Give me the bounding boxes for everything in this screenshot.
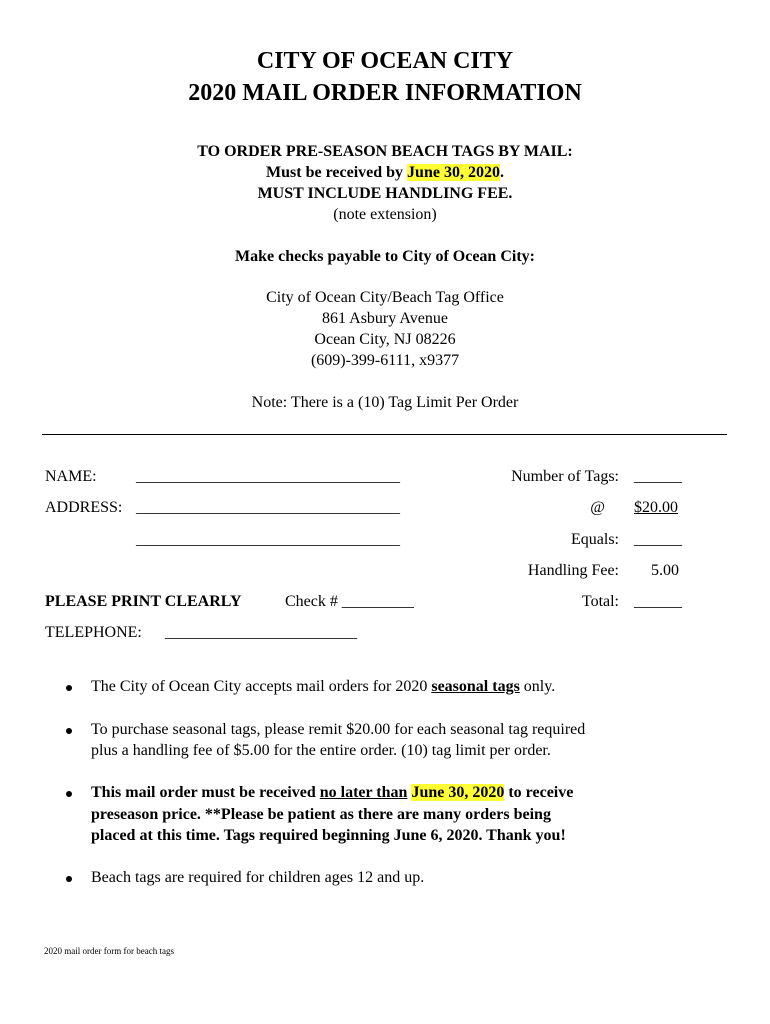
equals-label: Equals: <box>571 531 619 548</box>
payable-heading: Make checks payable to City of Ocean City: <box>235 248 535 265</box>
telephone-label: TELEPHONE: <box>45 624 142 641</box>
received-by-line <box>0 164 770 182</box>
bullet-remit-line-2: plus a handling fee of $5.00 for the entire order. (10) tag limit per order. <box>91 742 551 759</box>
address-field-2[interactable]: _________________________________ <box>136 531 400 548</box>
handling-fee-value: 5.00 <box>651 562 679 579</box>
bullet-3-no-later-than: no later than <box>319 784 408 801</box>
payable-address-line-3: Ocean City, NJ 08226 <box>314 331 456 348</box>
handling-fee-label: Handling Fee: <box>527 562 619 579</box>
received-by-prefix: Must be received by <box>266 164 408 181</box>
bullet-children-age: Beach tags are required for children ages 12 and up. <box>91 869 425 886</box>
tag-price: $20.00 <box>634 499 678 516</box>
bullet-1-suffix: only. <box>519 678 556 695</box>
section-divider <box>42 434 727 435</box>
bullet-1-prefix: The City of Ocean City accepts mail orders for 2020 <box>91 678 432 695</box>
bullet-deadline-line-2: preseason price. **Please be patient as there are many orders being <box>91 806 551 823</box>
number-of-tags-label: Number of Tags: <box>511 468 619 485</box>
equals-field[interactable]: ______ <box>634 531 682 548</box>
bullet-deadline-line-1 <box>91 784 573 802</box>
bullet-3-prefix: This mail order must be received <box>91 784 320 801</box>
bullet-dot-icon <box>66 791 72 797</box>
number-of-tags-field[interactable]: ______ <box>634 468 682 485</box>
title-line-2: 2020 MAIL ORDER INFORMATION <box>188 80 582 106</box>
bullet-3-suffix: to receive <box>504 784 574 801</box>
handling-fee-notice: MUST INCLUDE HANDLING FEE. <box>257 185 513 202</box>
bullet-1-emphasis: seasonal tags <box>431 678 520 695</box>
name-label: NAME: <box>45 468 97 485</box>
name-field[interactable]: _________________________________ <box>136 468 400 485</box>
received-by-suffix: . <box>499 164 504 181</box>
payable-address-line-1: City of Ocean City/Beach Tag Office <box>266 289 504 306</box>
at-label: @ <box>590 499 605 516</box>
order-heading: TO ORDER PRE-SEASON BEACH TAGS BY MAIL: <box>197 143 573 160</box>
address-label: ADDRESS: <box>45 499 123 516</box>
bullet-dot-icon <box>66 876 72 882</box>
print-clearly-label: PLEASE PRINT CLEARLY <box>45 593 242 610</box>
payable-phone: (609)-399-6111, x9377 <box>310 352 460 369</box>
payable-address-line-2: 861 Asbury Avenue <box>322 310 448 327</box>
title-line-1: CITY OF OCEAN CITY <box>256 48 514 74</box>
total-field[interactable]: ______ <box>634 593 682 610</box>
tag-limit-note: Note: There is a (10) Tag Limit Per Order <box>251 394 519 411</box>
bullet-remit-line-1: To purchase seasonal tags, please remit $20.00 for each seasonal tag required <box>91 721 586 738</box>
telephone-field[interactable]: ________________________ <box>165 624 357 641</box>
page-footer: 2020 mail order form for beach tags <box>44 946 174 956</box>
bullet-seasonal-only <box>91 678 555 696</box>
bullet-dot-icon <box>66 685 72 691</box>
bullet-dot-icon <box>66 728 72 734</box>
check-number-field[interactable]: Check # _________ <box>285 593 414 610</box>
bullet-3-date: June 30, 2020 <box>411 784 505 801</box>
bullet-deadline-line-3: placed at this time. Tags required beginning June 6, 2020. Thank you! <box>91 827 566 844</box>
note-extension: (note extension) <box>333 206 437 223</box>
total-label: Total: <box>581 593 619 610</box>
received-by-date: June 30, 2020 <box>407 164 500 181</box>
address-field-1[interactable]: _________________________________ <box>136 499 400 516</box>
